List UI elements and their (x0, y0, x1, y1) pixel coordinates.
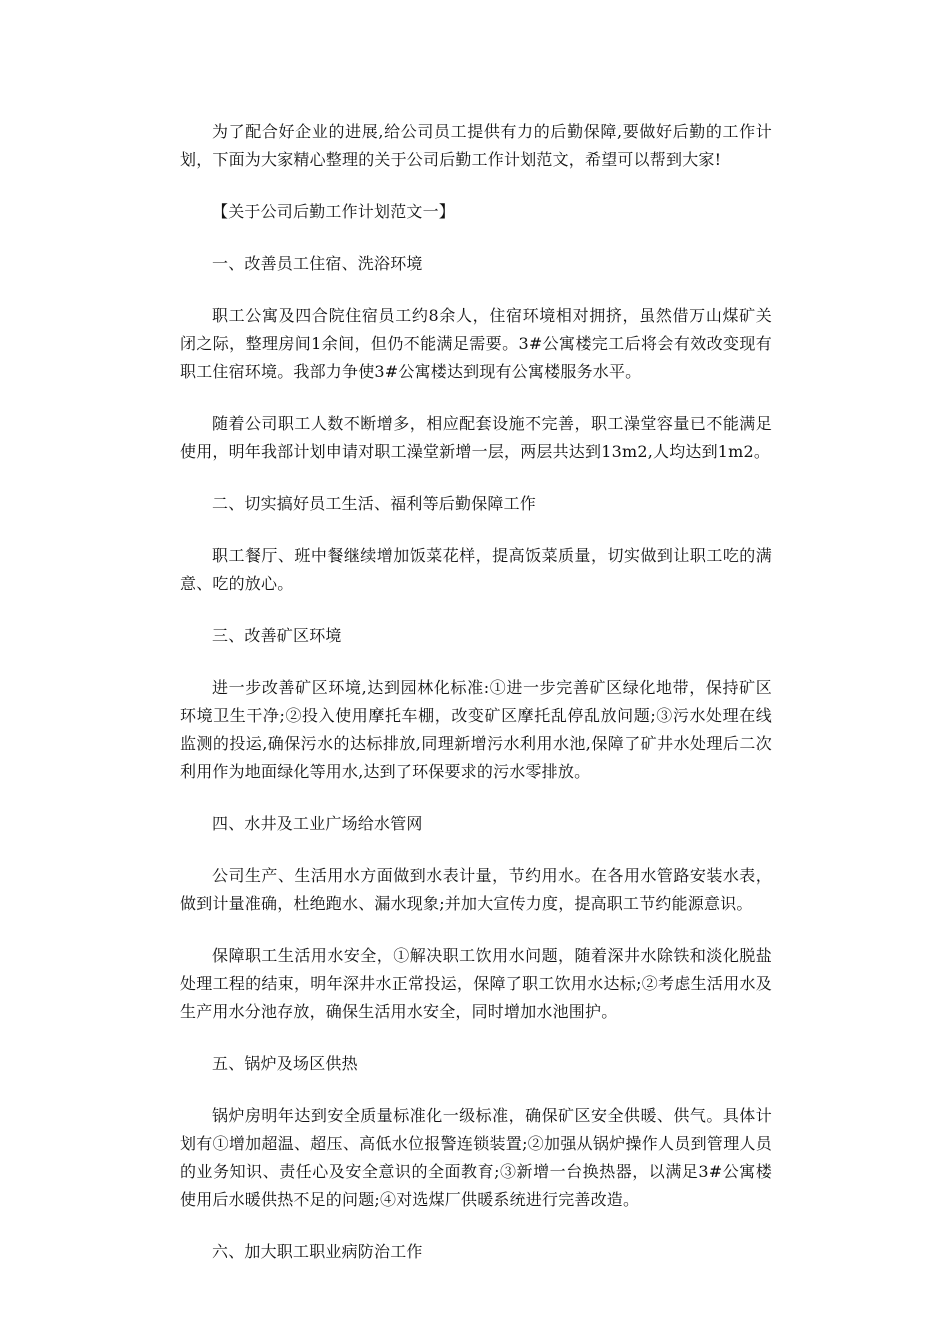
document-body (180, 118, 772, 1290)
heading-6: 六、加大职工职业病防治工作 (212, 1242, 423, 1261)
paragraph-canteen: 职工餐厅、班中餐继续增加饭菜花样，提高饭菜质量，切实做到让职工吃的满意、吃的放心。 (180, 546, 772, 593)
paragraph-water-metering: 公司生产、生活用水方面做到水表计量，节约用水。在各用水管路安装水表，做到计量准确，杜绝跑水、漏水现象;并加大宣传力度，提高职工节约能源意识。 (180, 866, 772, 913)
heading-2: 二、切实搞好员工生活、福利等后勤保障工作 (212, 494, 537, 513)
paragraph-bathhouse: 随着公司职工人数不断增多，相应配套设施不完善，职工澡堂容量已不能满足使用，明年我部计划申请对职工澡堂新增一层，两层共达到13m2,人均达到1m2。 (180, 414, 772, 461)
heading-3: 三、改善矿区环境 (212, 626, 342, 645)
heading-1: 一、改善员工住宿、洗浴环境 (212, 254, 423, 273)
section-title: 【关于公司后勤工作计划范文一】 (212, 202, 456, 221)
heading-5: 五、锅炉及场区供热 (212, 1054, 358, 1073)
intro-paragraph: 为了配合好企业的进展,给公司员工提供有力的后勤保障,要做好后勤的工作计划，下面为大家精心整理的关于公司后勤工作计划范文，希望可以帮到大家! (180, 122, 772, 169)
paragraph-environment: 进一步改善矿区环境,达到园林化标准:①进一步完善矿区绿化地带，保持矿区环境卫生干净;②投入使用摩托车棚，改变矿区摩托乱停乱放问题;③污水处理在线监测的投运,确保污水的达标排放,同理新增污水利用水池,保障了矿井水处理后二次利用作为地面绿化等用水,达到了环保要求的污水零排放。 (180, 678, 772, 781)
heading-4: 四、水井及工业广场给水管网 (212, 814, 423, 833)
paragraph-water-safety: 保障职工生活用水安全，①解决职工饮用水问题，随着深井水除铁和淡化脱盐处理工程的结束，明年深井水正常投运，保障了职工饮用水达标;②考虑生活用水及生产用水分池存放，确保生活用水安全，同时增加水池围护。 (180, 946, 772, 1021)
paragraph-boiler: 锅炉房明年达到安全质量标准化一级标准，确保矿区安全供暖、供气。具体计划有①增加超温、超压、高低水位报警连锁装置;②加强从锅炉操作人员到管理人员的业务知识、责任心及安全意识的全面教育;③新增一台换热器，以满足3#公寓楼使用后水暖供热不足的问题;④对选煤厂供暖系统进行完善改造。 (180, 1106, 772, 1209)
paragraph-housing: 职工公寓及四合院住宿员工约8余人，住宿环境相对拥挤，虽然借万山煤矿关闭之际，整理房间1余间，但仍不能满足需要。3#公寓楼完工后将会有效改变现有职工住宿环境。我部力争使3#公寓楼达到现有公寓楼服务水平。 (180, 306, 772, 381)
